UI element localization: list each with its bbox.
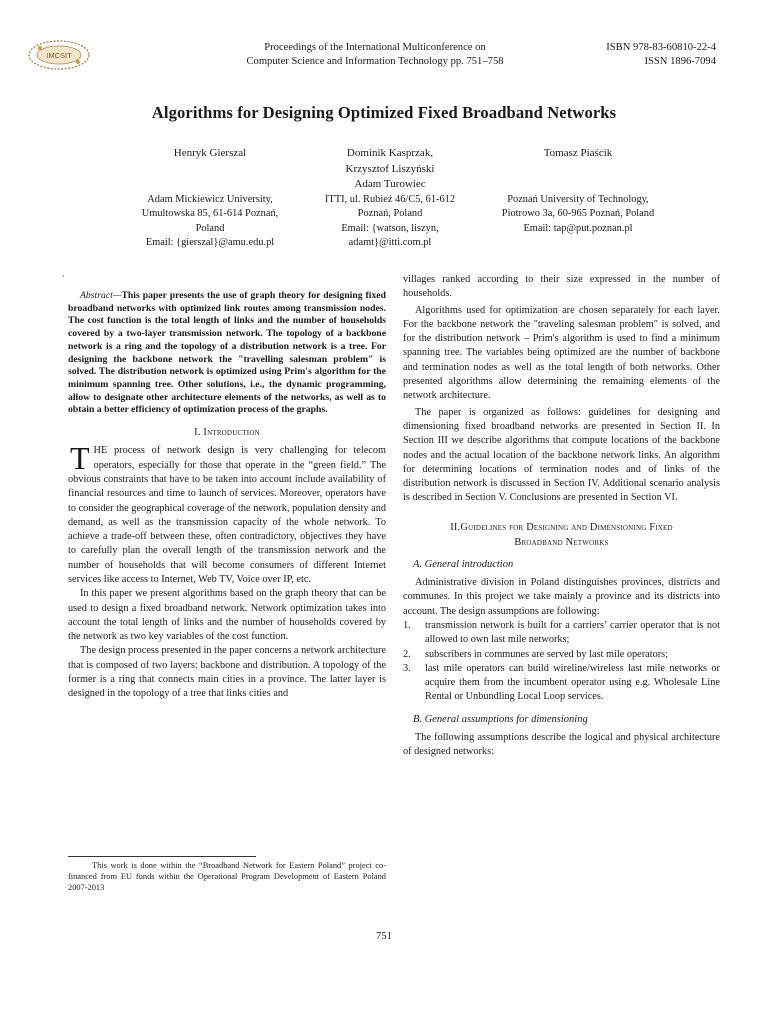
author-name-line: Henryk Gierszal — [173, 147, 247, 159]
footnote-text: This work is done within the “Broadband Network for Eastern Poland” project co-financed from EU funds within the Operational Program Development of Eastern Poland 2007-2013 — [68, 861, 386, 892]
svg-text:IMCSIT: IMCSIT — [46, 51, 72, 60]
author-name-line: Krzysztof Liszyński — [345, 162, 435, 175]
imcsit-logo-icon — [26, 38, 92, 72]
section-number: I. — [194, 427, 204, 439]
proceedings-line1: Proceedings of the International Multiconference on — [264, 42, 486, 53]
issn: ISSN 1896-7094 — [644, 56, 716, 67]
affiliation-line: Umultowska 85, 61-614 Poznań, — [141, 208, 279, 220]
list-item — [403, 662, 720, 705]
subsection-a-heading: A. General introduction — [413, 558, 514, 570]
paragraph: The paper is organized as follows: guidelines for designing and dimensioning fixed broadband networks are presented in Section II. In Section III we describe algorithms that compute locations of the backbone nodes and the actual location of the backbone network links. An algorithm for determining locations of termination nodes and of links of the distribution network is discussed in Section IV. Additional scenario analysis is described in Section V. Conclusions are presented in Section VI. — [403, 406, 720, 504]
paragraph: Administrative division in Poland distinguishes provinces, districts and communes. In this project we take mainly a province and its districts into account. The design assumptions are following: — [403, 577, 720, 617]
section-title-line: Guidelines for Designing and Dimensioning Fixed — [460, 521, 673, 533]
affiliation-line: Piotrowo 3a, 60-965 Poznań, Poland — [501, 208, 655, 220]
affiliation-line: ITTI, ul. Rubież 46/C5, 61-612 — [324, 194, 456, 205]
paragraph: In this paper we present algorithms based on the graph theory that can be used to design a fixed broadband network. Network optimization takes into account the total length of links and the number of households covered by the network as two key variables of the cost function. — [68, 588, 386, 643]
author-2-email: adamt}@itti.com.pl — [348, 237, 432, 249]
intro-paragraph — [68, 440, 386, 587]
list-text: subscribers in communes are served by last mile operators; — [425, 648, 669, 660]
section-number: II. — [450, 521, 461, 533]
paragraph: Algorithms used for optimization are chosen separately for each layer. For the backbone network the "traveling salesman problem" is solved, and for the distribution network – Prim's algorithm is used to find a minimum spanning tree. The variables being optimized are the number of backbone and termination nodes as well as the total length of both networks. Other presented algorithms allow determining the remaining elements of the network architecture. — [403, 304, 720, 402]
abstract-text: This paper presents the use of graph theory for designing fixed broadband networks with optimized link routes among transmission nodes. The cost function is the total length of links and the number of households covered by a two-layer transmission network. The topology of a backbone network is a ring and the topology of a distribution network is a tree. For designing the backbone network the "travelling salesman problem" is solved. The distribution network is optimized using Prim's algorithm for the minimum spanning tree. Other solutions, i.e., the dynamic programming, allow to designate other architecture elements of the networks, as well as to obtain a better efficiency of optimization process of the graphs. — [68, 290, 386, 416]
author-3-email: Email: tap@put.poznan.pl — [523, 222, 633, 234]
section-1-heading — [68, 426, 386, 440]
author-name-line: Dominik Kasprzak, — [346, 147, 434, 159]
section-title: Introduction — [203, 427, 260, 439]
subsection-b-heading: B. General assumptions for dimensioning — [413, 713, 588, 725]
isbn-issn — [566, 41, 716, 69]
affiliation-line: Poland — [195, 222, 225, 234]
author-name-line: Tomasz Piaścik — [543, 147, 613, 159]
abstract-label: Abstract — [80, 290, 113, 301]
conference-logo — [26, 38, 92, 72]
proceedings-line2: Computer Science and Information Technology pp. 751–758 — [246, 56, 504, 67]
page-number: 751 — [376, 931, 392, 942]
isbn: ISBN 978-83-60810-22-4 — [606, 42, 716, 53]
proceedings-info — [214, 41, 536, 69]
author-2-email: Email: {watson, liszyn, — [341, 222, 439, 234]
affiliation-line: Adam Mickiewicz University, — [147, 194, 273, 205]
paragraph: The following assumptions describe the logical and physical architecture of designed networks: — [403, 732, 720, 758]
list-item — [403, 648, 720, 662]
author-3-affiliation — [458, 193, 698, 236]
affiliation-line: Poznań, Poland — [357, 208, 423, 220]
assumptions-list — [403, 619, 720, 705]
author-1-email: Email: {gierszal}@amu.edu.pl — [145, 237, 275, 249]
list-item — [403, 619, 720, 648]
paragraph: The design process presented in the paper concerns a network architecture that is composed of two layers: backbone and distribution. A topology of the former is a ring that connects main cities in a province. The latter layer is designed in the topology of a tree that links cities and — [68, 645, 386, 700]
list-number: 1. — [403, 619, 411, 631]
stray-mark: · — [62, 271, 65, 281]
drop-cap: T — [70, 440, 90, 477]
abstract — [68, 290, 386, 417]
footnote-rule — [68, 856, 256, 857]
right-column — [403, 273, 720, 760]
list-number: 3. — [403, 662, 411, 674]
author-name-line: Adam Turowiec — [354, 178, 426, 190]
section-title-line: Broadband Networks — [514, 536, 609, 548]
paragraph: villages ranked according to their size expressed in the number of households. — [403, 274, 720, 300]
affiliation-line: Poznań University of Technology, — [507, 194, 649, 205]
list-number: 2. — [403, 648, 411, 660]
left-column — [68, 290, 386, 702]
footnote — [68, 861, 386, 893]
intro-text: HE process of network design is very challenging for telecom operators, especially for those that operate in the “green field.” The obvious constraints that have to be taken into account include availability of financial resources and time to launch of services. Moreover, operators have to consider the geographical coverage of the network, population density and demand, as well as the transmission capacity of the whole network. To achieve a trade-off between these, often contradictory, objectives they have to carefully plan the overall length of the transmission network and the number of households that will become consumers of different Internet services like access to Internet, Web TV, Voice over IP, etc. — [68, 445, 386, 585]
list-text: last mile operators can build wireline/wireless last mile networks or acquire them from the incumbent operator using e.g. Wholesale Line Rental or Unbundling Local Loop services. — [425, 662, 720, 703]
abstract-dash: — — [112, 290, 122, 301]
section-2-heading — [403, 520, 720, 550]
author-3-name — [458, 146, 698, 162]
paper-title: Algorithms for Designing Optimized Fixed Broadband Networks — [151, 103, 617, 122]
list-text: transmission network is built for a carriers’ carrier operator that is not allowed to own last mile networks; — [425, 619, 720, 646]
